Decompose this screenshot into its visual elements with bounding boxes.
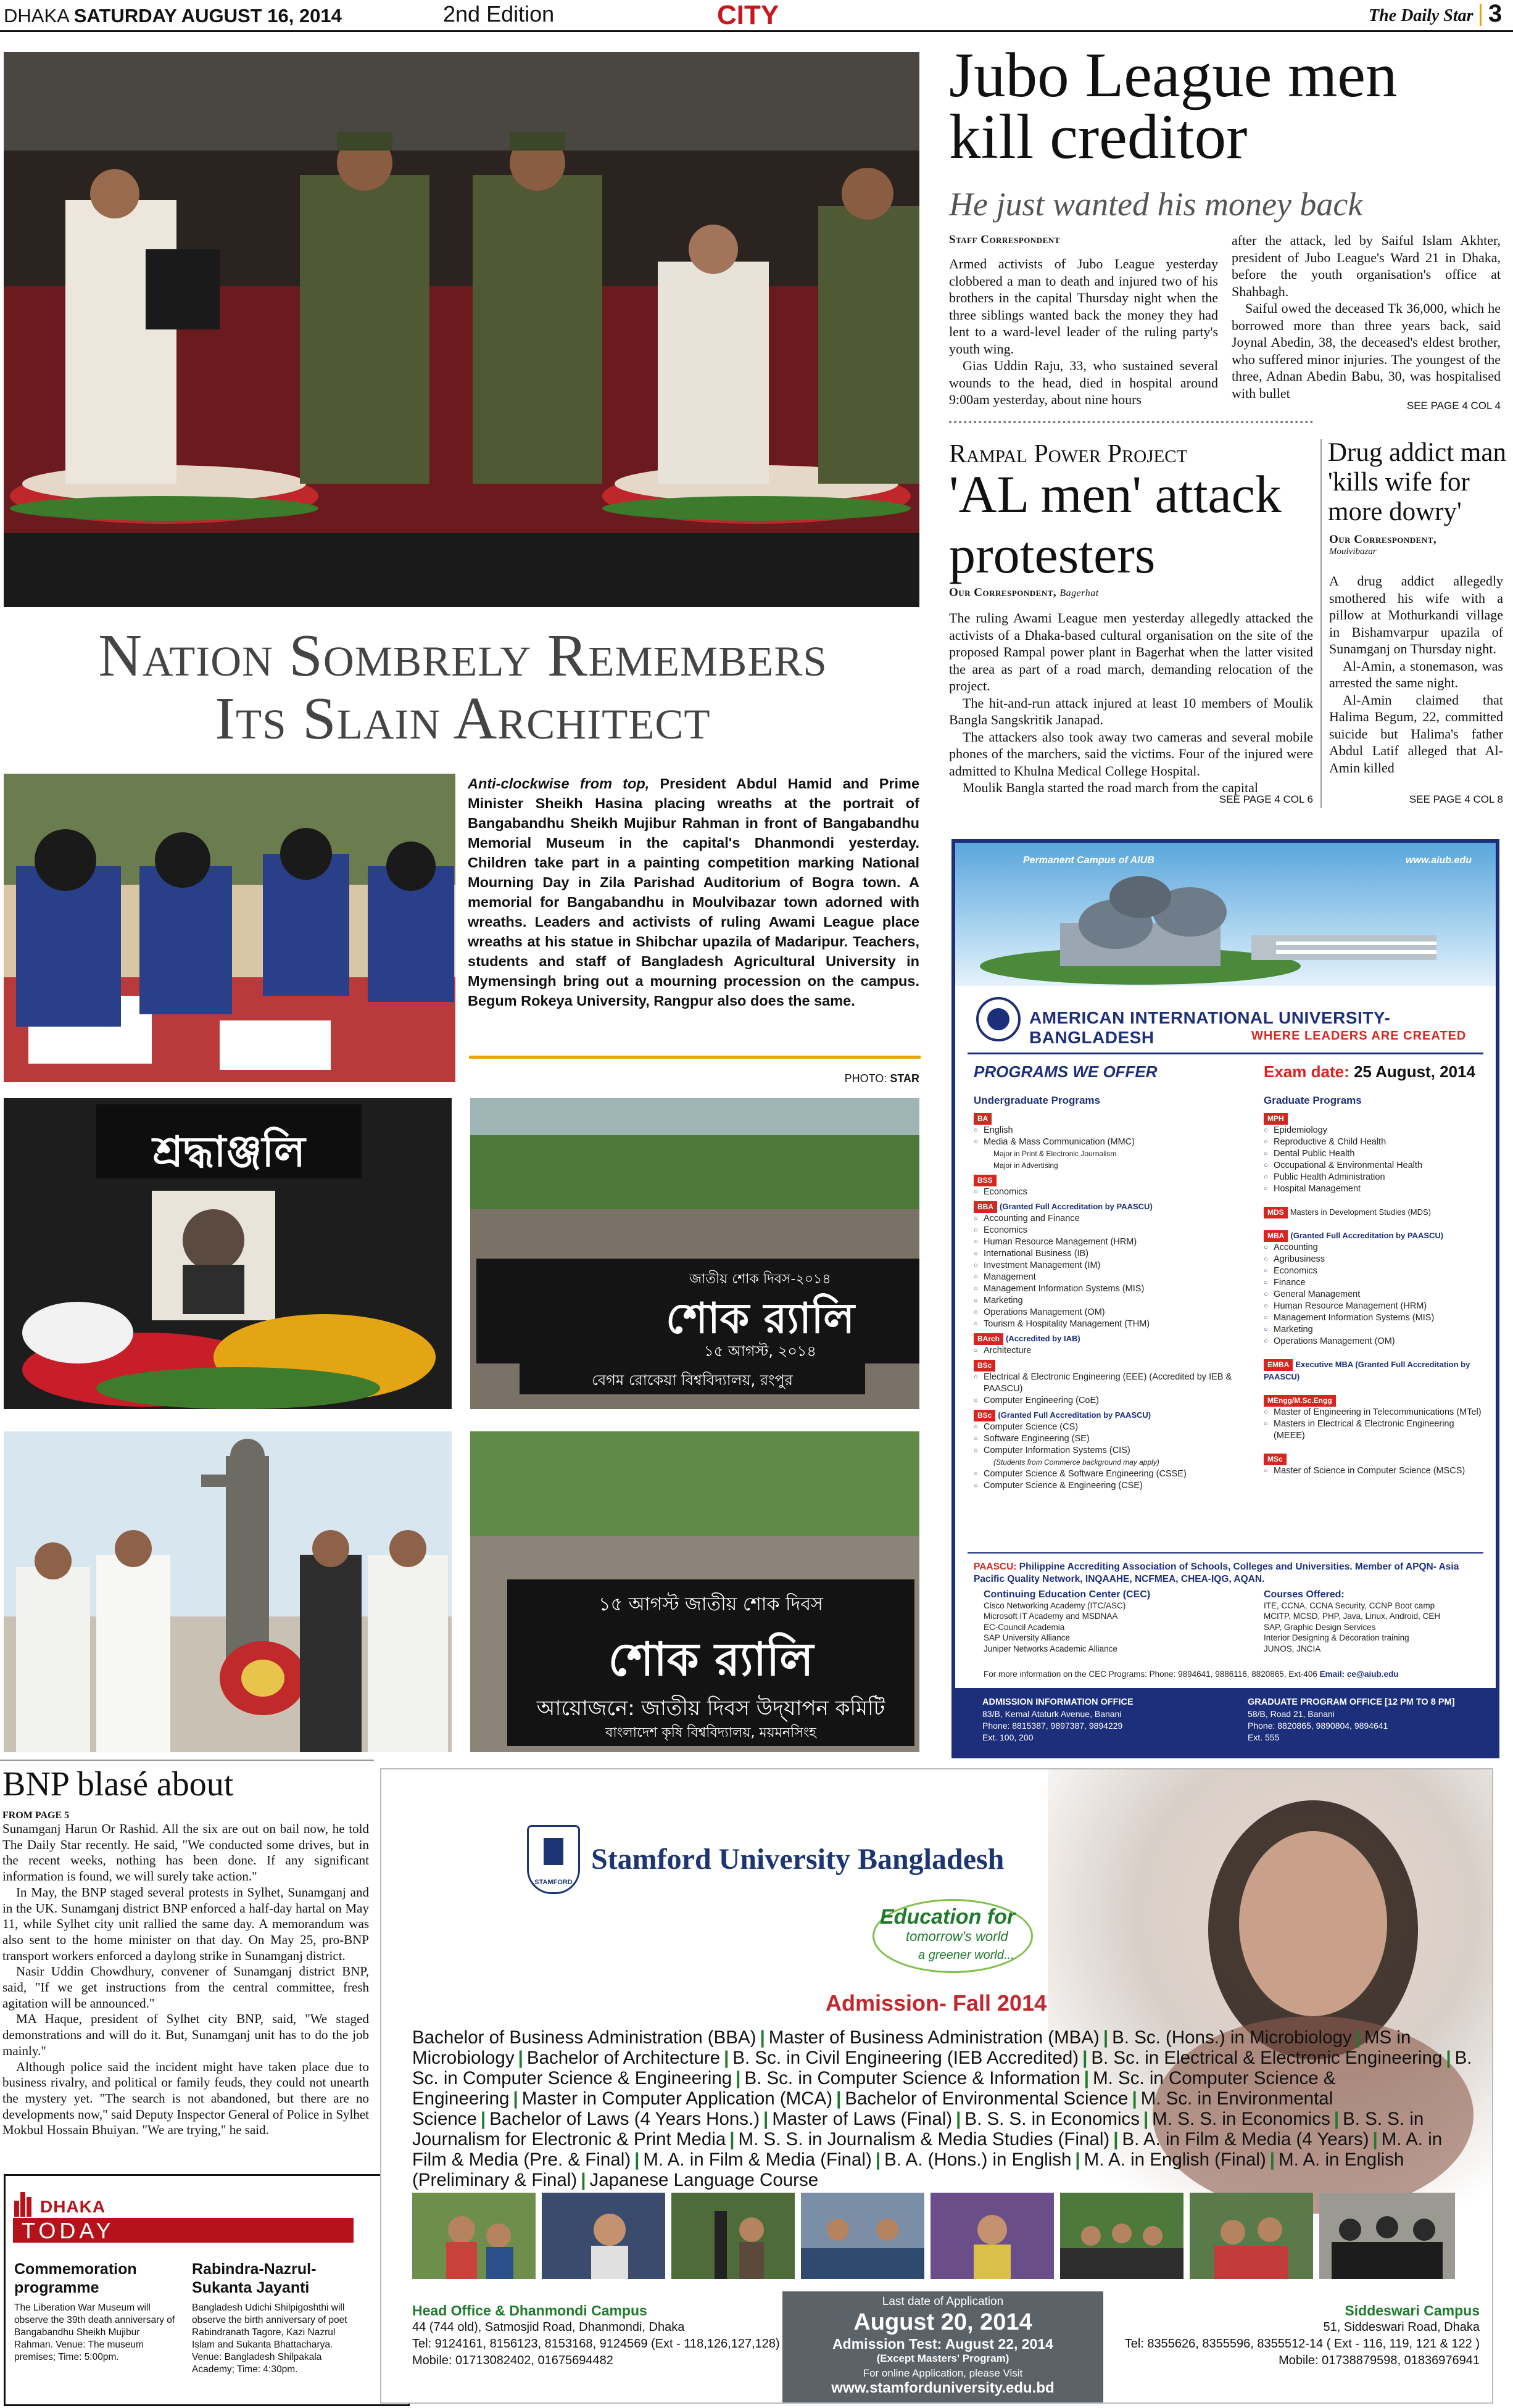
program-separator: |	[1084, 2068, 1090, 2088]
program-tag: BSc	[974, 1410, 995, 1421]
online-application-label: For online Application, please Visit	[863, 2367, 1023, 2379]
dhaka-today-item-heading: Rabindra-Nazrul-Sukanta Jayanti	[192, 2261, 317, 2296]
aiub-permanent-campus: Permanent Campus of AIUB	[1023, 855, 1154, 866]
program-item: ○ Electrical & Electronic Engineering (EEE) (Accredited by IEB & PAASCU)	[974, 1372, 1264, 1395]
program-item: ○ Management Information Systems (MIS)	[974, 1283, 1264, 1295]
stamford-program-item: M. Sc. in Environmental Science	[412, 2088, 1333, 2129]
more-info-email[interactable]: Email: ce@aiub.edu	[1319, 1669, 1399, 1679]
program-separator: |	[1132, 2088, 1137, 2109]
stamford-thumb	[542, 2193, 665, 2279]
program-item: ○ Investment Management (IM)	[974, 1260, 1264, 1272]
grad-office-phone: Phone: 8820865, 9890804, 9894641	[1248, 1721, 1388, 1731]
photo-bau-procession	[470, 1431, 919, 1752]
dhaka-today-item	[192, 2260, 359, 2376]
program-separator: |	[956, 2109, 961, 2129]
program-tag: MDS	[1264, 1207, 1288, 1218]
edition-label: 2nd Edition	[443, 1, 555, 27]
aiub-divider	[968, 1053, 1483, 1054]
rampal-para: The ruling Awami League men yesterday allegedly attacked the activists of a Dhaka-based cultural organisation on the site of the proposed Rampal power plant in Bagerhat when the latter visited the area as part of a road march, demanding relocation of the project.	[949, 610, 1313, 693]
dotted-divider	[949, 421, 1313, 423]
program-separator: |	[1103, 2027, 1109, 2048]
program-item: ○ International Business (IB)	[974, 1248, 1264, 1260]
program-separator: |	[724, 2048, 729, 2068]
program-tag: BArch	[974, 1333, 1003, 1345]
aiub-paascu	[974, 1561, 1486, 1586]
program-separator: |	[1355, 2027, 1361, 2048]
stamford-program-item: Master in Computer Application (MCA)	[521, 2088, 833, 2109]
program-separator: |	[1082, 2048, 1088, 2068]
program-subitem: Major in Print & Electronic Journalism	[993, 1149, 1117, 1158]
aiub-programs-heading: PROGRAMS WE OFFER	[974, 1062, 1158, 1081]
banner-shok-rally: শোক র‍্যালি	[666, 1294, 855, 1343]
cec-item: Juniper Networks Academic Alliance	[984, 1644, 1117, 1653]
aiub-grad-office	[1248, 1697, 1454, 1744]
stamford-thumb	[801, 2193, 924, 2279]
aiub-ug-group	[974, 1330, 1264, 1357]
cec-item: Microsoft IT Academy and MSDNAA	[984, 1612, 1118, 1621]
cec-heading: Continuing Education Center (CEC)	[984, 1589, 1151, 1600]
siddeswari-mobile: Mobile: 01738879598, 01836976941	[1279, 2354, 1480, 2367]
stamford-admission: Admission- Fall 2014	[826, 1990, 1047, 2016]
aiub-exam-value: 25 August, 2014	[1353, 1062, 1475, 1081]
course-item: SAP, Graphic Design Services	[1264, 1622, 1376, 1632]
stamford-thumb	[931, 2193, 1054, 2279]
rampal-headline-line1: 'AL men' attack	[949, 465, 1282, 524]
rampal-byline-place: Bagerhat	[1059, 588, 1099, 598]
rampal-para: The hit-and-run attack injured at least 10 members of Moulik Bangla Sangskritik Janapad.	[949, 695, 1313, 727]
program-item: ○ Public Health Administration	[1264, 1172, 1486, 1183]
program-item: ○ Computer Science & Engineering (CSE)	[974, 1480, 1264, 1492]
program-accreditation: (Granted Full Accreditation by PAASCU)	[1000, 1202, 1153, 1211]
drug-para: Al-Amin claimed that Halima Begum, 22, committed suicide but Halima's father Abdul Latif alleged that Al-Amin killed	[1329, 692, 1503, 776]
rampal-para: The attackers also took away two cameras and several mobile phones of the marchers, said the victims. Four of the injured were admitted to Khulna Medical College Hospital.	[949, 729, 1313, 779]
main-headline-line1: Nation Sombrely Remembers	[98, 623, 827, 689]
last-date-value: August 20, 2014	[853, 2309, 1032, 2335]
stamford-program-item: M. S. S. in Economics	[1152, 2109, 1330, 2129]
program-item: ○ Economics	[974, 1225, 1264, 1236]
program-item: ○ Computer Science & Software Engineering (CSSE)	[974, 1468, 1264, 1480]
stamford-program-item: Master of Business Administration (MBA)	[768, 2027, 1100, 2048]
jubo-col2	[1232, 232, 1501, 402]
stamford-thumb	[1190, 2193, 1313, 2279]
banner-shraddhanjali: শ্রদ্ধাঞ্জলি	[152, 1128, 305, 1177]
program-separator: |	[518, 2048, 523, 2068]
stamford-program-item: B. Sc. (Hons.) in Microbiology	[1112, 2027, 1352, 2048]
grad-office-address: 58/B, Road 21, Banani	[1248, 1709, 1335, 1719]
aiub-exam-label: Exam date:	[1264, 1062, 1349, 1081]
stamford-head-office	[412, 2302, 782, 2369]
more-info-text: For more information on the CEC Programs: Phone: 9894641, 9886116, 8820865, Ext-406	[984, 1669, 1317, 1679]
aiub-grad-column	[1264, 1094, 1486, 1477]
rampal-body	[949, 610, 1313, 796]
courses-heading: Courses Offered:	[1264, 1589, 1345, 1600]
program-item: ○ Computer Engineering (CoE)	[974, 1395, 1264, 1407]
aiub-divider	[968, 1552, 1483, 1554]
rampal-headline	[949, 464, 1313, 585]
drug-see-page: SEE PAGE 4 COL 8	[1409, 793, 1503, 805]
stamford-program-item: B. S. S. in Journalism for Electronic & Print Media	[412, 2109, 1424, 2149]
paascu-text: Philippine Accrediting Association of Schools, Colleges and Universities. Member of APQN- Asia Pacific Quality Network, INQAAHE, NCFMEA, CHEA-IQG, AQAN.	[974, 1562, 1459, 1584]
main-photo-wreath	[4, 52, 919, 607]
rampal-para: Moulik Bangla started the road march from the capital	[963, 780, 1258, 795]
program-item: ○ Human Resource Management (HRM)	[974, 1236, 1264, 1248]
stamford-program-item: B. A. (Hons.) in English	[884, 2149, 1072, 2170]
stamford-website[interactable]: www.stamforduniversity.edu.bd	[831, 2380, 1055, 2396]
stamford-program-item: M. A. in English (Final)	[1084, 2149, 1266, 2170]
stamford-program-item: B. Sc. in Civil Engineering (IEB Accredited)	[732, 2048, 1079, 2068]
main-headline	[6, 624, 919, 750]
program-item: ○ Human Resource Management (HRM)	[1264, 1301, 1486, 1312]
program-tag: BSS	[974, 1175, 997, 1186]
stamford-edu-line3: a greener world...	[918, 1948, 1014, 1962]
city-skyline-icon	[14, 2190, 33, 2217]
aiub-grad-group	[1264, 1392, 1486, 1442]
caption-divider	[469, 1056, 921, 1059]
grad-office-heading: GRADUATE PROGRAM OFFICE [12 PM TO 8 PM]	[1248, 1697, 1455, 1707]
program-separator: |	[581, 2170, 586, 2190]
admission-test-except: (Except Masters' Program)	[876, 2352, 1009, 2364]
program-tag: MBA	[1264, 1230, 1288, 1242]
program-item: ○ General Management	[1264, 1289, 1486, 1301]
program-item: ○ Operations Management (OM)	[1264, 1336, 1486, 1347]
program-item: ○ Computer Science (CS)	[974, 1421, 1264, 1433]
banner-shok-rally-bau: শোক র‍্যালি	[608, 1633, 814, 1686]
program-separator: |	[1333, 2109, 1340, 2129]
program-item: ○ Agribusiness	[1264, 1254, 1486, 1265]
siddeswari-address: 51, Siddeswari Road, Dhaka	[1323, 2320, 1480, 2334]
photo-memorial-portrait	[4, 1098, 452, 1409]
program-item: ○ Tourism & Hospitality Management (THM)	[974, 1318, 1264, 1330]
dhaka-today-label-dhaka: DHAKA	[40, 2197, 106, 2216]
stamford-programs	[412, 2027, 1474, 2190]
drug-byline: Our Correspondent,	[1329, 533, 1437, 546]
rampal-see-page: SEE PAGE 4 COL 6	[1219, 793, 1313, 805]
program-accreditation: Executive MBA (Granted Full Accreditation by PAASCU)	[1264, 1360, 1470, 1381]
jubo-byline: Staff Correspondent	[949, 233, 1060, 246]
program-tag: BA	[974, 1113, 992, 1125]
program-item: ○ Software Engineering (SE)	[974, 1433, 1264, 1445]
main-headline-line2: Its Slain Architect	[215, 685, 711, 752]
bnp-headline: BNP blasé about	[2, 1765, 234, 1803]
stamford-edu-line1: Education for	[880, 1905, 1016, 1929]
stamford-program-item: M. S. S. in Journalism & Media Studies (Final)	[738, 2129, 1110, 2149]
banner-rokeya-top: জাতীয় শোক দিবস-২০১৪	[689, 1272, 831, 1287]
rampal-byline-label: Our Correspondent,	[949, 586, 1057, 599]
jubo-para: Saiful owed the deceased Tk 36,000, which he borrowed more than three years back, said Joynal Abedin, 38, the deceased's eldest brother, who suffered minor injuries. The youngest of the three, Adnan Abedin Babu, 30, was hospitalised with bullet	[1232, 300, 1501, 401]
stamford-program-item: Bachelor of Environmental Science	[845, 2088, 1129, 2109]
program-separator: |	[1372, 2129, 1378, 2149]
program-item: ○ Master of Engineering in Telecommunications (MTel)	[1264, 1407, 1486, 1418]
program-separator: |	[763, 2109, 769, 2129]
aiub-website[interactable]: www.aiub.edu	[1406, 855, 1472, 866]
stamford-thumb	[412, 2193, 536, 2279]
banner-bau-univ: বাংলাদেশ কৃষি বিশ্ববিদ্যালয়, ময়মনসিংহ	[605, 1725, 816, 1740]
jubo-headline	[949, 40, 1512, 172]
head-office-heading: Head Office & Dhanmondi Campus	[412, 2302, 647, 2319]
siddeswari-tel: Tel: 8355626, 8355596, 8355512-14 ( Ext - 116, 119, 121 & 122 )	[1124, 2337, 1480, 2351]
program-item: ○ Occupational & Environmental Health	[1264, 1160, 1486, 1172]
bnp-body	[2, 1821, 369, 2138]
rampal-kicker: Rampal Power Project	[949, 440, 1188, 468]
photo-credit-label: PHOTO:	[844, 1072, 887, 1085]
program-tag: BSc	[974, 1360, 995, 1372]
aiub-logo-icon	[976, 997, 1021, 1041]
aiub-cec	[984, 1589, 1243, 1654]
jubo-subhead: He just wanted his money back	[949, 186, 1363, 223]
head-office-mobile: Mobile: 01713082402, 01675694482	[412, 2354, 613, 2367]
rampal-headline-line2: protesters	[949, 525, 1156, 584]
bnp-para: Although police said the incident might have taken place due to business rivalry, and political or family feuds, they could not unearth the mystery yet. "The search is not abandoned, but there are no developments now," said Deputy Inspector General of Police in Sylhet Mokbul Hossain Bhuiyan. "We are trying," he said.	[2, 2059, 369, 2138]
bnp-para: Sunamganj Harun Or Rashid. All the six are out on bail now, he told The Daily Star recently. He said, "We conducted some drives, but in the recent weeks, nothing has been done. If any significant information is found, we will surely take action."	[2, 1821, 369, 1884]
aiub-more-info	[984, 1669, 1490, 1679]
jubo-headline-line2: kill creditor	[949, 102, 1248, 172]
aiub-tagline: WHERE LEADERS ARE CREATED	[1251, 1029, 1467, 1043]
paper-name: The Daily Star	[1369, 6, 1474, 25]
admission-test-date: Admission Test: August 22, 2014	[832, 2336, 1053, 2352]
program-separator: |	[634, 2149, 640, 2170]
bnp-para: Nasir Uddin Chowdhury, convener of Sunamganj district BNP, said, "If we get instructions from the central committee, fresh agitation will be announced."	[2, 1964, 369, 2011]
admission-office-address: 83/B, Kemal Ataturk Avenue, Banani	[982, 1709, 1122, 1719]
stamford-thumb	[671, 2193, 795, 2279]
program-item: ○ Marketing	[1264, 1324, 1486, 1336]
program-tag: BBA	[974, 1201, 997, 1213]
cec-item: SAP University Alliance	[984, 1633, 1071, 1642]
program-item: ○ Management	[974, 1272, 1264, 1283]
stamford-program-item: B. S. S. in Economics	[964, 2109, 1140, 2129]
stamford-program-item: Bachelor of Laws (4 Years Hons.)	[489, 2109, 760, 2129]
program-subitem: Major in Advertising	[993, 1161, 1058, 1170]
program-separator: |	[1446, 2048, 1451, 2068]
photo-rokeya-procession	[470, 1098, 919, 1409]
program-item: ○ Accounting	[1264, 1242, 1486, 1254]
dhaka-today-label-today: TODAY	[22, 2218, 115, 2243]
head-office-tel: Tel: 9124161, 8156123, 8153168, 9124569 (Ext - 118,126,127,128)	[412, 2337, 780, 2351]
stamford-program-item: B. Sc. in Computer Science & Information	[744, 2068, 1080, 2088]
dateline-date: SATURDAY AUGUST 16, 2014	[73, 5, 342, 27]
last-date-label: Last date of Application	[882, 2295, 1004, 2308]
aiub-ug-group	[974, 1407, 1264, 1492]
aiub-ug-group	[974, 1172, 1264, 1198]
main-photo-caption	[468, 774, 919, 1011]
program-separator: |	[736, 2068, 741, 2088]
stamford-program-item: B. A. in Film & Media (4 Years)	[1122, 2129, 1369, 2149]
section-divider	[0, 1760, 374, 1761]
program-separator: |	[836, 2088, 842, 2109]
drug-headline: Drug addict man 'kills wife for more dowry'	[1328, 438, 1506, 526]
grad-office-ext: Ext. 555	[1248, 1732, 1280, 1742]
program-accreditation: Masters in Development Studies (MDS)	[1290, 1207, 1432, 1217]
photo-credit	[802, 1072, 919, 1085]
dhaka-today-item-heading: Commemoration programme	[14, 2261, 137, 2296]
bnp-from-page: FROM PAGE 5	[2, 1810, 70, 1821]
bnp-para: In May, the BNP staged several protests in Sylhet, Sunamganj and in the UK. Sunamganj district BNP enforced a half-day hartal on May 11, while Sylhet city unit rallied the same day. A memorandum was also sent to the home minister on that day. On May 25, pro-BNP transport workers enforced a daylong strike in Sunamganj district.	[2, 1884, 369, 1963]
stamford-thumb	[1319, 2193, 1455, 2279]
program-separator: |	[1113, 2129, 1119, 2149]
aiub-grad-group	[1264, 1450, 1486, 1477]
stamford-program-item: Master of Laws (Final)	[772, 2109, 953, 2129]
program-tag: MEngg/M.Sc.Engg	[1264, 1395, 1336, 1407]
program-item: ○ Reproductive & Child Health	[1264, 1136, 1486, 1148]
dhaka-today-item-body: The Liberation War Museum will observe the 39th death anniversary of Bangabandhu Sheikh Mujibur Rahman. Venue: The museum premises; Time: 5:00pm.	[14, 2302, 175, 2362]
jubo-para: Armed activists of Jubo League yesterday clobbered a man to death and injured two of his brothers in the capital Thursday night when the three siblings wanted back the money they had lent to a ward-level leader of the ruling party's youth wing.	[949, 256, 1218, 357]
stamford-logo-text: STAMFORD	[534, 1879, 573, 1886]
rampal-byline	[949, 586, 1099, 600]
program-separator: |	[875, 2149, 881, 2170]
program-item: ○ Management Information Systems (MIS)	[1264, 1312, 1486, 1324]
drug-para: A drug addict allegedly smothered his wife with a pillow at Mothurkandi village in Bishamvarpur upazila of Sunamganj on Thursday night.	[1329, 573, 1503, 656]
program-item: ○ Epidemiology	[1264, 1125, 1486, 1136]
program-accreditation: (Accredited by IAB)	[1006, 1334, 1080, 1343]
program-accreditation: (Granted Full Accreditation by PAASCU)	[1290, 1231, 1444, 1240]
stamford-advertisement[interactable]	[380, 1768, 1493, 2404]
jubo-col1	[949, 255, 1218, 408]
dhaka-today-item-body: Bangladesh Udichi Shilpigoshthi will observe the birth anniversary of poet Rabindranath Tagore, Kazi Nazrul Islam and Sukanta Bhattacharya. Venue: Bangladesh Shilpakala Academy; Time: 4:30pm.	[192, 2302, 347, 2375]
dhaka-today-box	[4, 2174, 410, 2406]
program-item: ○ Hospital Management	[1264, 1183, 1486, 1195]
stamford-program-item: M. A. in English (Preliminary & Final)	[412, 2149, 1404, 2190]
caption-body: President Abdul Hamid and Prime Minister Sheikh Hasina placing wreaths at the portrait of Bangabandhu Sheikh Mujibur Rahman in front of Bangabandhu Memorial Museum in the capital's Dhanmondi yesterday. Children take part in a painting competition marking National Mourning Day in Zila Parishad Auditorium of Bogra town. A memorial for Bangabandhu in Moulvibazar town adorned with wreaths. Leaders and activists of ruling Awami League place wreaths at his statue in Shibchar upazila of Madaripur. Teachers, students and staff of Bangladesh Agricultural University in Mymensingh bring out a mourning procession on the campus. Begum Rokeya University, Rangpur also does the same.	[468, 776, 920, 1009]
paascu-label: PAASCU:	[974, 1562, 1017, 1572]
program-item: ○ English	[974, 1125, 1264, 1136]
program-separator: |	[729, 2129, 735, 2149]
admission-office-phone: Phone: 8815387, 9897387, 9894229	[982, 1721, 1123, 1731]
program-separator: |	[480, 2109, 486, 2129]
head-office-address: 44 (744 old), Satmosjid Road, Dhanmondi, Dhaka	[412, 2320, 685, 2334]
aiub-grad-group	[1264, 1356, 1486, 1383]
aiub-grad-group	[1264, 1227, 1486, 1347]
course-item: Interior Designing & Decoration training	[1264, 1633, 1409, 1642]
stamford-program-item: Japanese Language Course	[589, 2170, 819, 2190]
program-tag: MSc	[1264, 1454, 1287, 1465]
aiub-admission-office	[982, 1697, 1134, 1744]
program-item: ○ Finance	[1264, 1277, 1486, 1289]
program-item: ○ Economics	[1264, 1265, 1486, 1277]
program-subitem: (Students from Commerce background may apply)	[993, 1458, 1159, 1467]
course-item: JUNOS, JNCIA	[1264, 1644, 1321, 1653]
drug-byline-place: Moulvibazar	[1329, 547, 1377, 556]
program-accreditation: (Granted Full Accreditation by PAASCU)	[998, 1410, 1151, 1420]
aiub-name: AMERICAN INTERNATIONAL UNIVERSITY-BANGLADESH	[1029, 1008, 1391, 1047]
program-item: ○ Architecture	[974, 1345, 1264, 1357]
aiub-ug-group	[974, 1357, 1264, 1407]
stamford-program-item: Bachelor of Business Administration (BBA)	[412, 2027, 756, 2048]
aiub-ug-heading: Undergraduate Programs	[974, 1094, 1100, 1106]
caption-lead: Anti-clockwise from top,	[468, 776, 650, 792]
aiub-ug-column	[974, 1094, 1264, 1492]
stamford-program-item: B. Sc. in Computer Science & Engineering	[412, 2048, 1472, 2088]
jubo-para: Gias Uddin Raju, 33, who sustained several wounds to the head, died in hospital around 9:00am yesterday, about nine hours	[949, 358, 1218, 407]
jubo-see-page: SEE PAGE 4 COL 4	[1406, 400, 1501, 412]
stamford-name: Stamford University Bangladesh	[591, 1843, 1005, 1876]
stamford-program-item: M. A. in Film & Media (Pre. & Final)	[412, 2129, 1443, 2170]
stamford-program-item: M. A. in Film & Media (Final)	[643, 2149, 872, 2170]
stamford-program-item: M. Sc. in Computer Science & Engineering	[412, 2068, 1336, 2109]
dateline-city: DHAKA	[4, 5, 69, 27]
banner-rokeya-univ: বেগম রোকেয়া বিশ্ববিদ্যালয়, রংপুর	[592, 1372, 793, 1389]
stamford-logo-icon	[527, 1825, 580, 1894]
program-separator: |	[1075, 2149, 1080, 2170]
bnp-para: MA Haque, president of Sylhet city BNP, said, "We staged demonstrations and will do it. But, Sunamganj unit has to do the job mainly."	[2, 2011, 369, 2058]
course-item: ITE, CCNA, CCNA Security, CCNP Boot camp	[1264, 1600, 1435, 1610]
program-item: ○ Computer Information Systems (CIS)	[974, 1445, 1264, 1457]
aiub-campus-image	[955, 843, 1496, 986]
aiub-grad-group	[1264, 1204, 1486, 1218]
stamford-program-item: MS in Microbiology	[412, 2027, 1411, 2068]
program-item: ○ Economics	[974, 1186, 1264, 1198]
section-label: CITY	[717, 0, 779, 30]
program-item: ○ Master of Science in Computer Science (MSCS)	[1264, 1465, 1486, 1477]
cec-item: EC-Council Academia	[984, 1622, 1065, 1632]
stamford-siddeswari	[1109, 2302, 1480, 2369]
cec-item: Cisco Networking Academy (ITC/ASC)	[984, 1600, 1126, 1610]
program-separator: |	[1269, 2149, 1275, 2170]
program-item: ○ Media & Mass Communication (MMC)	[974, 1136, 1264, 1148]
program-separator: |	[513, 2088, 518, 2109]
siddeswari-heading: Siddeswari Campus	[1345, 2302, 1480, 2319]
jubo-headline-line1: Jubo League men	[949, 40, 1398, 110]
program-item: ○ Accounting and Finance	[974, 1213, 1264, 1225]
dateline	[4, 5, 342, 27]
aiub-grad-group	[1264, 1110, 1486, 1195]
page-number: 3	[1488, 0, 1503, 27]
admission-office-heading: ADMISSION INFORMATION OFFICE	[982, 1697, 1134, 1707]
jubo-para: after the attack, led by Saiful Islam Akhter, president of Jubo League's Ward 21 in Dhaka, before the youth organisation's office at Shahbagh.	[1232, 233, 1501, 299]
stamford-edu-line2: tomorrow's world	[906, 1929, 1008, 1944]
stamford-last-date	[782, 2291, 1103, 2404]
aiub-advertisement[interactable]	[951, 839, 1499, 1758]
banner-bau-org: আয়োজনে: জাতীয় দিবস উদ্‌যাপন কমিটি	[536, 1696, 885, 1721]
program-item: ○ Dental Public Health	[1264, 1148, 1486, 1160]
program-tag: MPH	[1264, 1113, 1288, 1125]
admission-office-ext: Ext. 100, 200	[982, 1732, 1034, 1742]
drug-para: Al-Amin, a stonemason, was arrested the same night.	[1329, 658, 1503, 690]
banner-rokeya-date: ১৫ আগস্ট, ২০১৪	[704, 1343, 816, 1360]
course-item: MCITP, MCSD, PHP, Java, Linux, Android, CEH	[1264, 1612, 1441, 1621]
program-item: ○ Marketing	[974, 1295, 1264, 1307]
program-separator: |	[1143, 2109, 1149, 2129]
column-rule	[1320, 439, 1322, 808]
banner-bau-top: ১৫ আগস্ট জাতীয় শোক দিবস	[599, 1594, 823, 1615]
photo-statue-wreath	[4, 1431, 452, 1752]
stamford-thumb	[1060, 2193, 1183, 2279]
stamford-program-item: B. Sc. in Electrical & Electronic Engineering	[1091, 2048, 1443, 2068]
program-separator: |	[760, 2027, 765, 2048]
aiub-courses	[1264, 1589, 1486, 1654]
stamford-program-item: Bachelor of Architecture	[526, 2048, 721, 2068]
aiub-grad-heading: Graduate Programs	[1264, 1094, 1362, 1106]
drug-body	[1329, 573, 1503, 776]
photo-credit-name: STAR	[890, 1072, 919, 1085]
program-tag: EMBA	[1264, 1359, 1293, 1371]
aiub-exam-date	[1264, 1062, 1475, 1082]
program-item: ○ Operations Management (OM)	[974, 1307, 1264, 1318]
aiub-ug-group	[974, 1110, 1264, 1172]
aiub-footer	[955, 1688, 1496, 1755]
aiub-ug-group	[974, 1198, 1264, 1330]
photo-children-painting	[4, 774, 455, 1082]
program-item: ○ Masters in Electrical & Electronic Engineering (MEEE)	[1264, 1418, 1486, 1442]
dhaka-today-item	[14, 2260, 178, 2364]
